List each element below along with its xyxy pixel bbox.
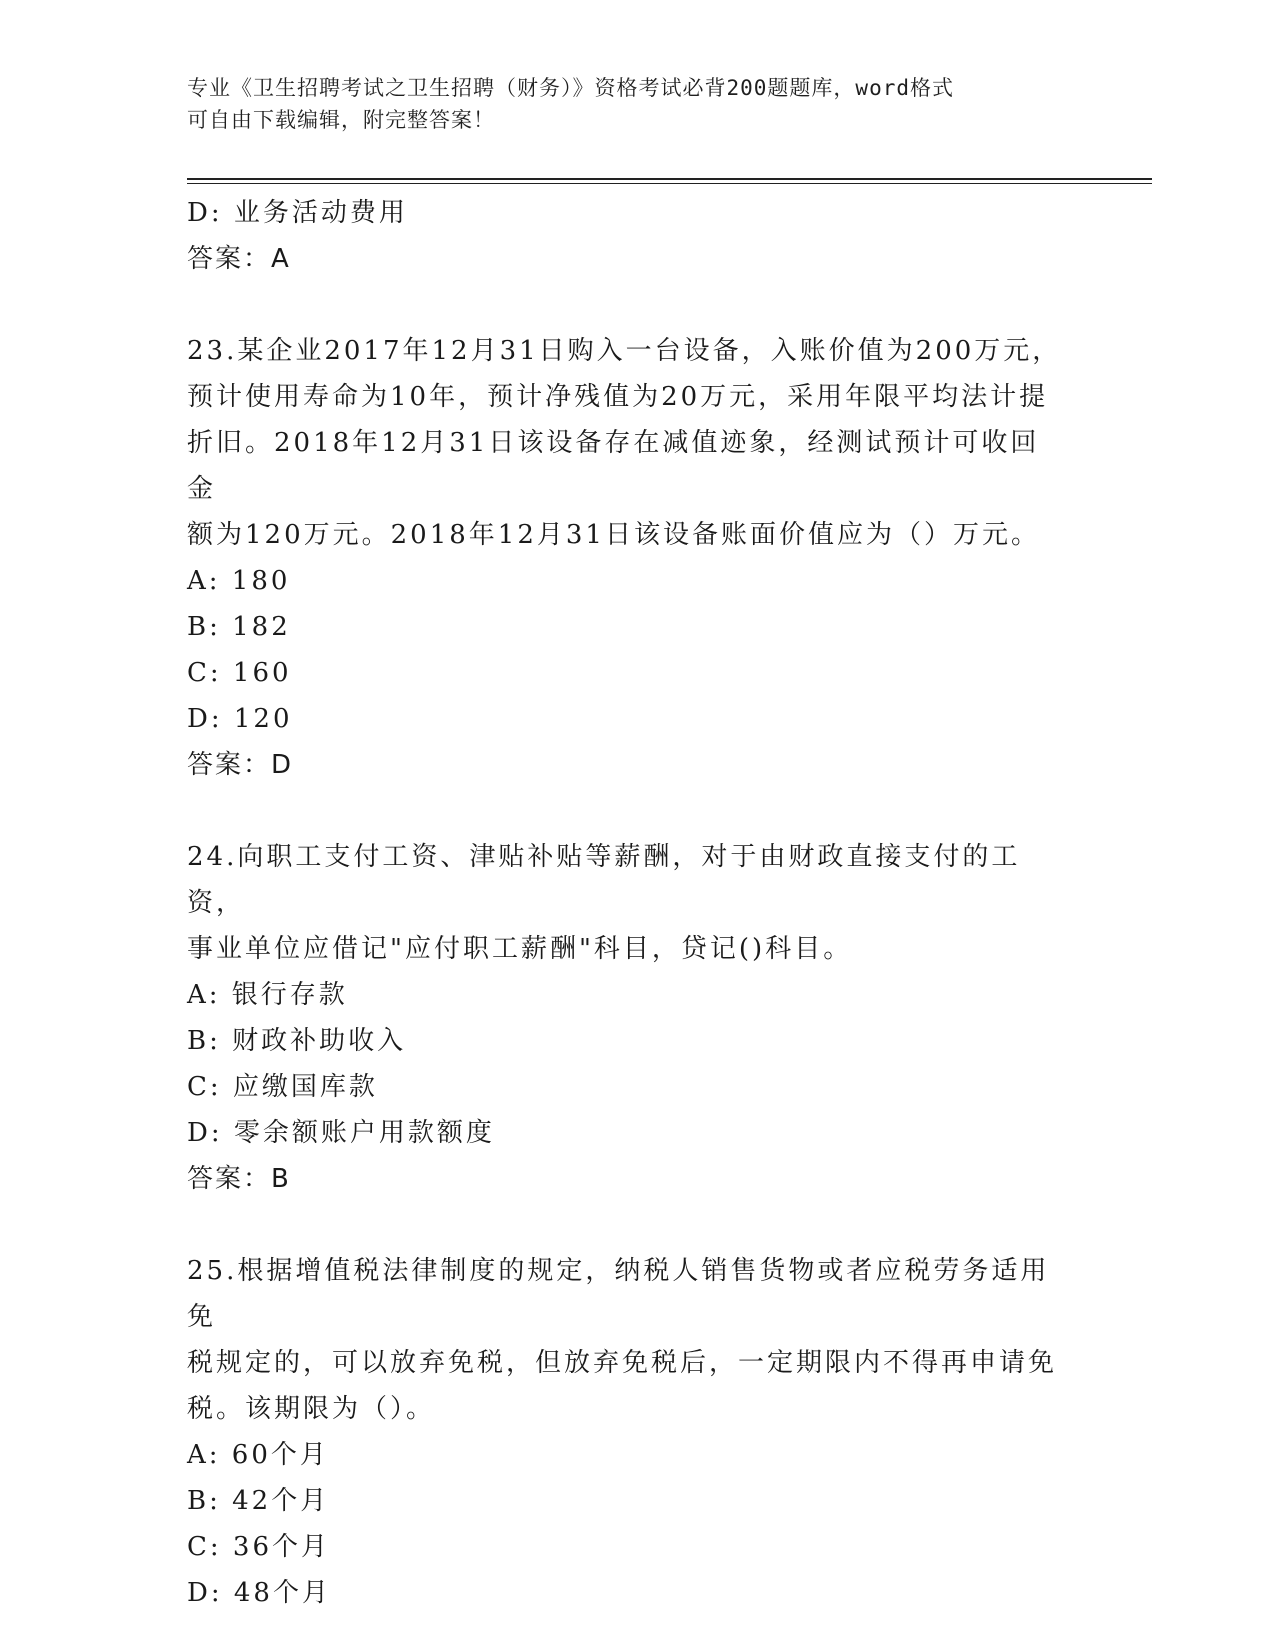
answer-line: 答案：B: [187, 1164, 291, 1194]
question-stem-line: 预计使用寿命为10年，预计净残值为20万元，采用年限平均法计提: [187, 382, 1049, 412]
header-line-2: 可自由下载编辑，附完整答案！: [187, 108, 495, 132]
question-stem-line: 23.某企业2017年12月31日购入一台设备，入账价值为200万元，: [187, 336, 1062, 366]
question-stem-line: 24.向职工支付工资、津贴补贴等薪酬，对于由财政直接支付的工资，: [187, 842, 1021, 918]
option-c: C: 160: [187, 658, 292, 688]
question-stem-line: 税。该期限为（）。: [187, 1394, 436, 1424]
question-stem-line: 额为120万元。2018年12月31日该设备账面价值应为（）万元。: [187, 520, 1040, 550]
option-a: A: 60个月: [187, 1440, 329, 1470]
document-header: [187, 72, 1087, 136]
document-body: [187, 190, 1087, 1616]
header-divider-thin: [187, 183, 1152, 184]
option-c: C: 应缴国库款: [187, 1072, 378, 1102]
option-b: B: 42个月: [187, 1486, 330, 1516]
option-c: C: 36个月: [187, 1532, 331, 1562]
answer-line: 答案：A: [187, 244, 291, 274]
header-line-1: 专业《卫生招聘考试之卫生招聘（财务）》资格考试必背200题题库，word格式: [187, 76, 954, 100]
option-d: D: 120: [187, 704, 293, 734]
question-stem-line: 25.根据增值税法律制度的规定，纳税人销售货物或者应税劳务适用免: [187, 1256, 1050, 1332]
option-a: A: 银行存款: [187, 980, 348, 1010]
question-25: [187, 1248, 1087, 1616]
option-a: A: 180: [187, 566, 291, 596]
spacer: [187, 788, 1087, 834]
header-divider-thick: [187, 178, 1152, 180]
option-d: D: 零余额账户用款额度: [187, 1118, 495, 1148]
question-stem-line: 折旧。2018年12月31日该设备存在减值迹象，经测试预计可收回金: [187, 428, 1040, 504]
answer-line: 答案：D: [187, 750, 294, 780]
question-24: [187, 834, 1087, 1202]
spacer: [187, 1202, 1087, 1248]
option-b: B: 财政补助收入: [187, 1026, 407, 1056]
question-stem-line: 税规定的，可以放弃免税，但放弃免税后，一定期限内不得再申请免: [187, 1348, 1058, 1378]
option-b: B: 182: [187, 612, 291, 642]
question-23: [187, 328, 1087, 788]
option-d: D: 业务活动费用: [187, 198, 408, 228]
option-d: D: 48个月: [187, 1578, 331, 1608]
question-stem-line: 事业单位应借记"应付职工薪酬"科目，贷记()科目。: [187, 934, 853, 964]
previous-question-tail: [187, 190, 1087, 282]
spacer: [187, 282, 1087, 328]
